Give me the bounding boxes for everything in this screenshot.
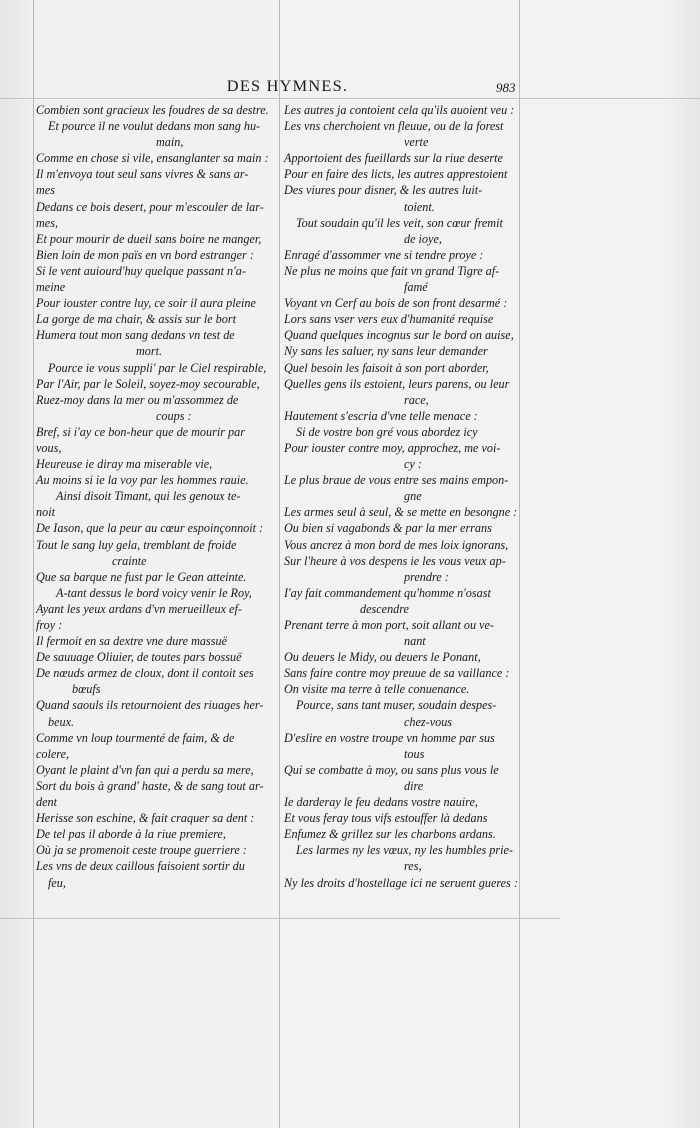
verse-line: coups : xyxy=(156,408,192,423)
verse-line: Quel besoin les faisoit à son port aborder, xyxy=(284,360,489,375)
verse-line: bœufs xyxy=(72,682,101,697)
verse-line: famé xyxy=(404,280,428,295)
verse-line: Bien loin de mon païs en vn bord estranger : xyxy=(36,247,254,262)
verse-line: Au moins si ie la voy par les hommes rauie. xyxy=(36,473,249,488)
verse-line: Comme vn loup tourmenté de faim, & de xyxy=(36,730,235,745)
verse-line: noit xyxy=(36,505,55,520)
verse-line: Et pource il ne voulut dedans mon sang hu- xyxy=(48,119,261,134)
verse-line: tous xyxy=(404,746,425,761)
header-rule xyxy=(0,98,700,99)
verse-line: Comme en chose si vile, ensanglanter sa main : xyxy=(36,151,269,166)
verse-line: Le plus braue de vous entre ses mains empon- xyxy=(284,473,509,488)
verse-line: Herisse son eschine, & fait craquer sa dent : xyxy=(36,811,255,826)
verse-line: froy : xyxy=(36,618,63,632)
verse-line: Heureuse ie diray ma miserable vie, xyxy=(36,457,213,472)
verse-line: mes, xyxy=(36,215,59,230)
verse-line: De Iason, que la peur au cœur espoinçonnoit : xyxy=(36,521,264,536)
verse-line: dire xyxy=(404,778,424,793)
verse-line: Hautement s'escria d'vne telle menace : xyxy=(284,408,478,423)
verse-line: Que sa barque ne fust par le Gean atteinte. xyxy=(36,569,247,584)
verse-line: Oyant le plaint d'vn fan qui a perdu sa mere, xyxy=(36,762,254,777)
footer-rule xyxy=(0,918,560,919)
verse-line: De sauuage Oliuier, de toutes pars bossuë xyxy=(36,650,242,665)
verse-line: Dedans ce bois desert, pour m'escouler de lar- xyxy=(36,199,264,214)
verse-line: Ainsi disoit Timant, qui les genoux te- xyxy=(56,489,241,504)
verse-line: Les autres ja contoient cela qu'ils auoient veu : xyxy=(284,103,515,117)
verse-line: Les vns cherchoient vn fleuue, ou de la forest xyxy=(284,119,504,134)
verse-line: nant xyxy=(404,634,426,649)
page-number: 983 xyxy=(496,80,516,95)
verse-line: colere, xyxy=(36,746,70,761)
verse-line: crainte xyxy=(112,553,147,568)
verse-line: Les vns de deux caillous faisoient sortir du xyxy=(36,859,245,874)
verse-line: Ruez-moy dans la mer ou m'assommez de xyxy=(36,392,239,407)
verse-line: Ie darderay le feu dedans vostre nauire, xyxy=(284,795,478,810)
verse-line: de ioye, xyxy=(404,231,442,246)
verse-line: Lors sans vser vers eux d'humanité requise xyxy=(284,312,494,327)
verse-line: La gorge de ma chair, & assis sur le bort xyxy=(36,312,236,327)
verse-line: Prenant terre à mon port, soit allant ou ve- xyxy=(284,618,494,632)
verse-line: Pour iouster contre moy, approchez, me voi- xyxy=(284,440,501,455)
verse-line: I'ay fait commandement qu'homme n'osast xyxy=(284,585,491,600)
verse-line: Ne plus ne moins que fait vn grand Tigre af- xyxy=(284,263,500,278)
verse-line: feu, xyxy=(48,875,66,890)
verse-line: mes xyxy=(36,183,55,198)
left-column xyxy=(36,102,276,891)
verse-line: gne xyxy=(404,489,422,504)
verse-line: Les armes seul à seul, & se mette en besongne : xyxy=(284,505,518,520)
column-rule xyxy=(279,0,280,1128)
verse-line: Ny sans les saluer, ny sans leur demander xyxy=(284,344,488,359)
verse-line: main, xyxy=(156,135,184,150)
verse-line: Sans faire contre moy preuue de sa vaillance : xyxy=(284,666,510,681)
verse-line: Des viures pour disner, & les autres luit- xyxy=(284,183,483,198)
verse-line: Si de vostre bon gré vous abordez icy xyxy=(296,424,478,439)
verse-line: A-tant dessus le bord voicy venir le Roy, xyxy=(56,585,252,600)
verse-line: Par l'Air, par le Soleil, soyez-moy secourable, xyxy=(36,376,260,391)
verse-line: verte xyxy=(404,135,429,150)
verse-line: Quelles gens ils estoient, leurs parens, ou leur xyxy=(284,376,510,391)
verse-line: cy : xyxy=(404,457,422,472)
verse-line: Enfumez & grillez sur les charbons ardans. xyxy=(284,827,496,842)
verse-line: res, xyxy=(404,859,422,874)
verse-line: Ou deuers le Midy, ou deuers le Ponant, xyxy=(284,650,481,665)
verse-line: Quand saouls ils retournoient des riuages her- xyxy=(36,698,264,713)
verse-line: Ou bien si vagabonds & par la mer errans xyxy=(284,521,492,536)
verse-line: vous, xyxy=(36,440,62,455)
margin-rule-left xyxy=(33,0,34,1128)
verse-line: meine xyxy=(36,280,66,295)
verse-line: Enragé d'assommer vne si tendre proye : xyxy=(284,247,484,262)
verse-line: Humera tout mon sang dedans vn test de xyxy=(36,328,235,343)
verse-line: Pource ie vous suppli' par le Ciel respirable, xyxy=(48,360,267,375)
verse-line: Apportoient des fueillards sur la riue deserte xyxy=(284,151,503,166)
verse-line: Et pour mourir de dueil sans boire ne manger, xyxy=(36,231,262,246)
verse-line: Les larmes ny les vœux, ny les humbles prie- xyxy=(296,843,513,858)
verse-line: beux. xyxy=(48,714,75,729)
right-column xyxy=(284,102,518,891)
verse-line: mort. xyxy=(136,344,163,359)
running-head: DES HYMNES. xyxy=(226,78,349,95)
verse-line: race, xyxy=(404,392,429,407)
verse-line: Quand quelques incognus sur le bord on auise, xyxy=(284,328,514,343)
verse-line: Tout le sang luy gela, tremblant de froide xyxy=(36,537,237,552)
verse-line: Bref, si i'ay ce bon-heur que de mourir par xyxy=(36,424,245,439)
verse-line: De tel pas il aborde à la riue premiere, xyxy=(36,827,226,842)
verse-line: Sur l'heure à vos despens ie les vous veux ap- xyxy=(284,553,506,568)
verse-line: D'eslire en vostre troupe vn homme par sus xyxy=(284,730,495,745)
verse-line: Ayant les yeux ardans d'vn merueilleux ef- xyxy=(36,601,242,616)
verse-line: toient. xyxy=(404,199,435,214)
verse-line: Pource, sans tant muser, soudain despes- xyxy=(296,698,497,713)
verse-line: Pour en faire des licts, les autres apprestoient xyxy=(284,167,508,182)
verse-line: dent xyxy=(36,795,57,810)
verse-line: Sort du bois à grand' haste, & de sang tout ar- xyxy=(36,778,264,793)
verse-line: Il m'envoya tout seul sans vivres & sans ar- xyxy=(36,167,249,182)
verse-line: Voyant vn Cerf au bois de son front desarmé : xyxy=(284,296,508,311)
verse-line: Si le vent auiourd'huy quelque passant n'a- xyxy=(36,263,246,278)
verse-line: Qui se combatte à moy, ou sans plus vous le xyxy=(284,762,499,777)
verse-line: Combien sont gracieux les foudres de sa destre. xyxy=(36,103,269,117)
margin-rule-right xyxy=(519,0,520,1128)
verse-line: Vous ancrez à mon bord de mes loix ignorans, xyxy=(284,537,509,552)
verse-line: Tout soudain qu'il les veit, son cœur fremit xyxy=(296,215,503,230)
verse-line: Où ja se promenoit ceste troupe guerriere : xyxy=(36,843,247,858)
verse-line: chez-vous xyxy=(404,714,453,729)
verse-line: descendre xyxy=(360,601,409,616)
verse-line: Et vous feray tous vifs estouffer là dedans xyxy=(284,811,488,826)
verse-line: Ny les droits d'hostellage ici ne seruent gueres : xyxy=(284,875,518,890)
verse-line: De nœuds armez de cloux, dont il contoit ses xyxy=(36,666,254,681)
verse-line: On visite ma terre à telle conuenance. xyxy=(284,682,470,697)
verse-line: prendre : xyxy=(404,569,449,584)
verse-line: Il fermoit en sa dextre vne dure massuë xyxy=(36,634,228,649)
verse-line: Pour iouster contre luy, ce soir il aura pleine xyxy=(36,296,256,311)
